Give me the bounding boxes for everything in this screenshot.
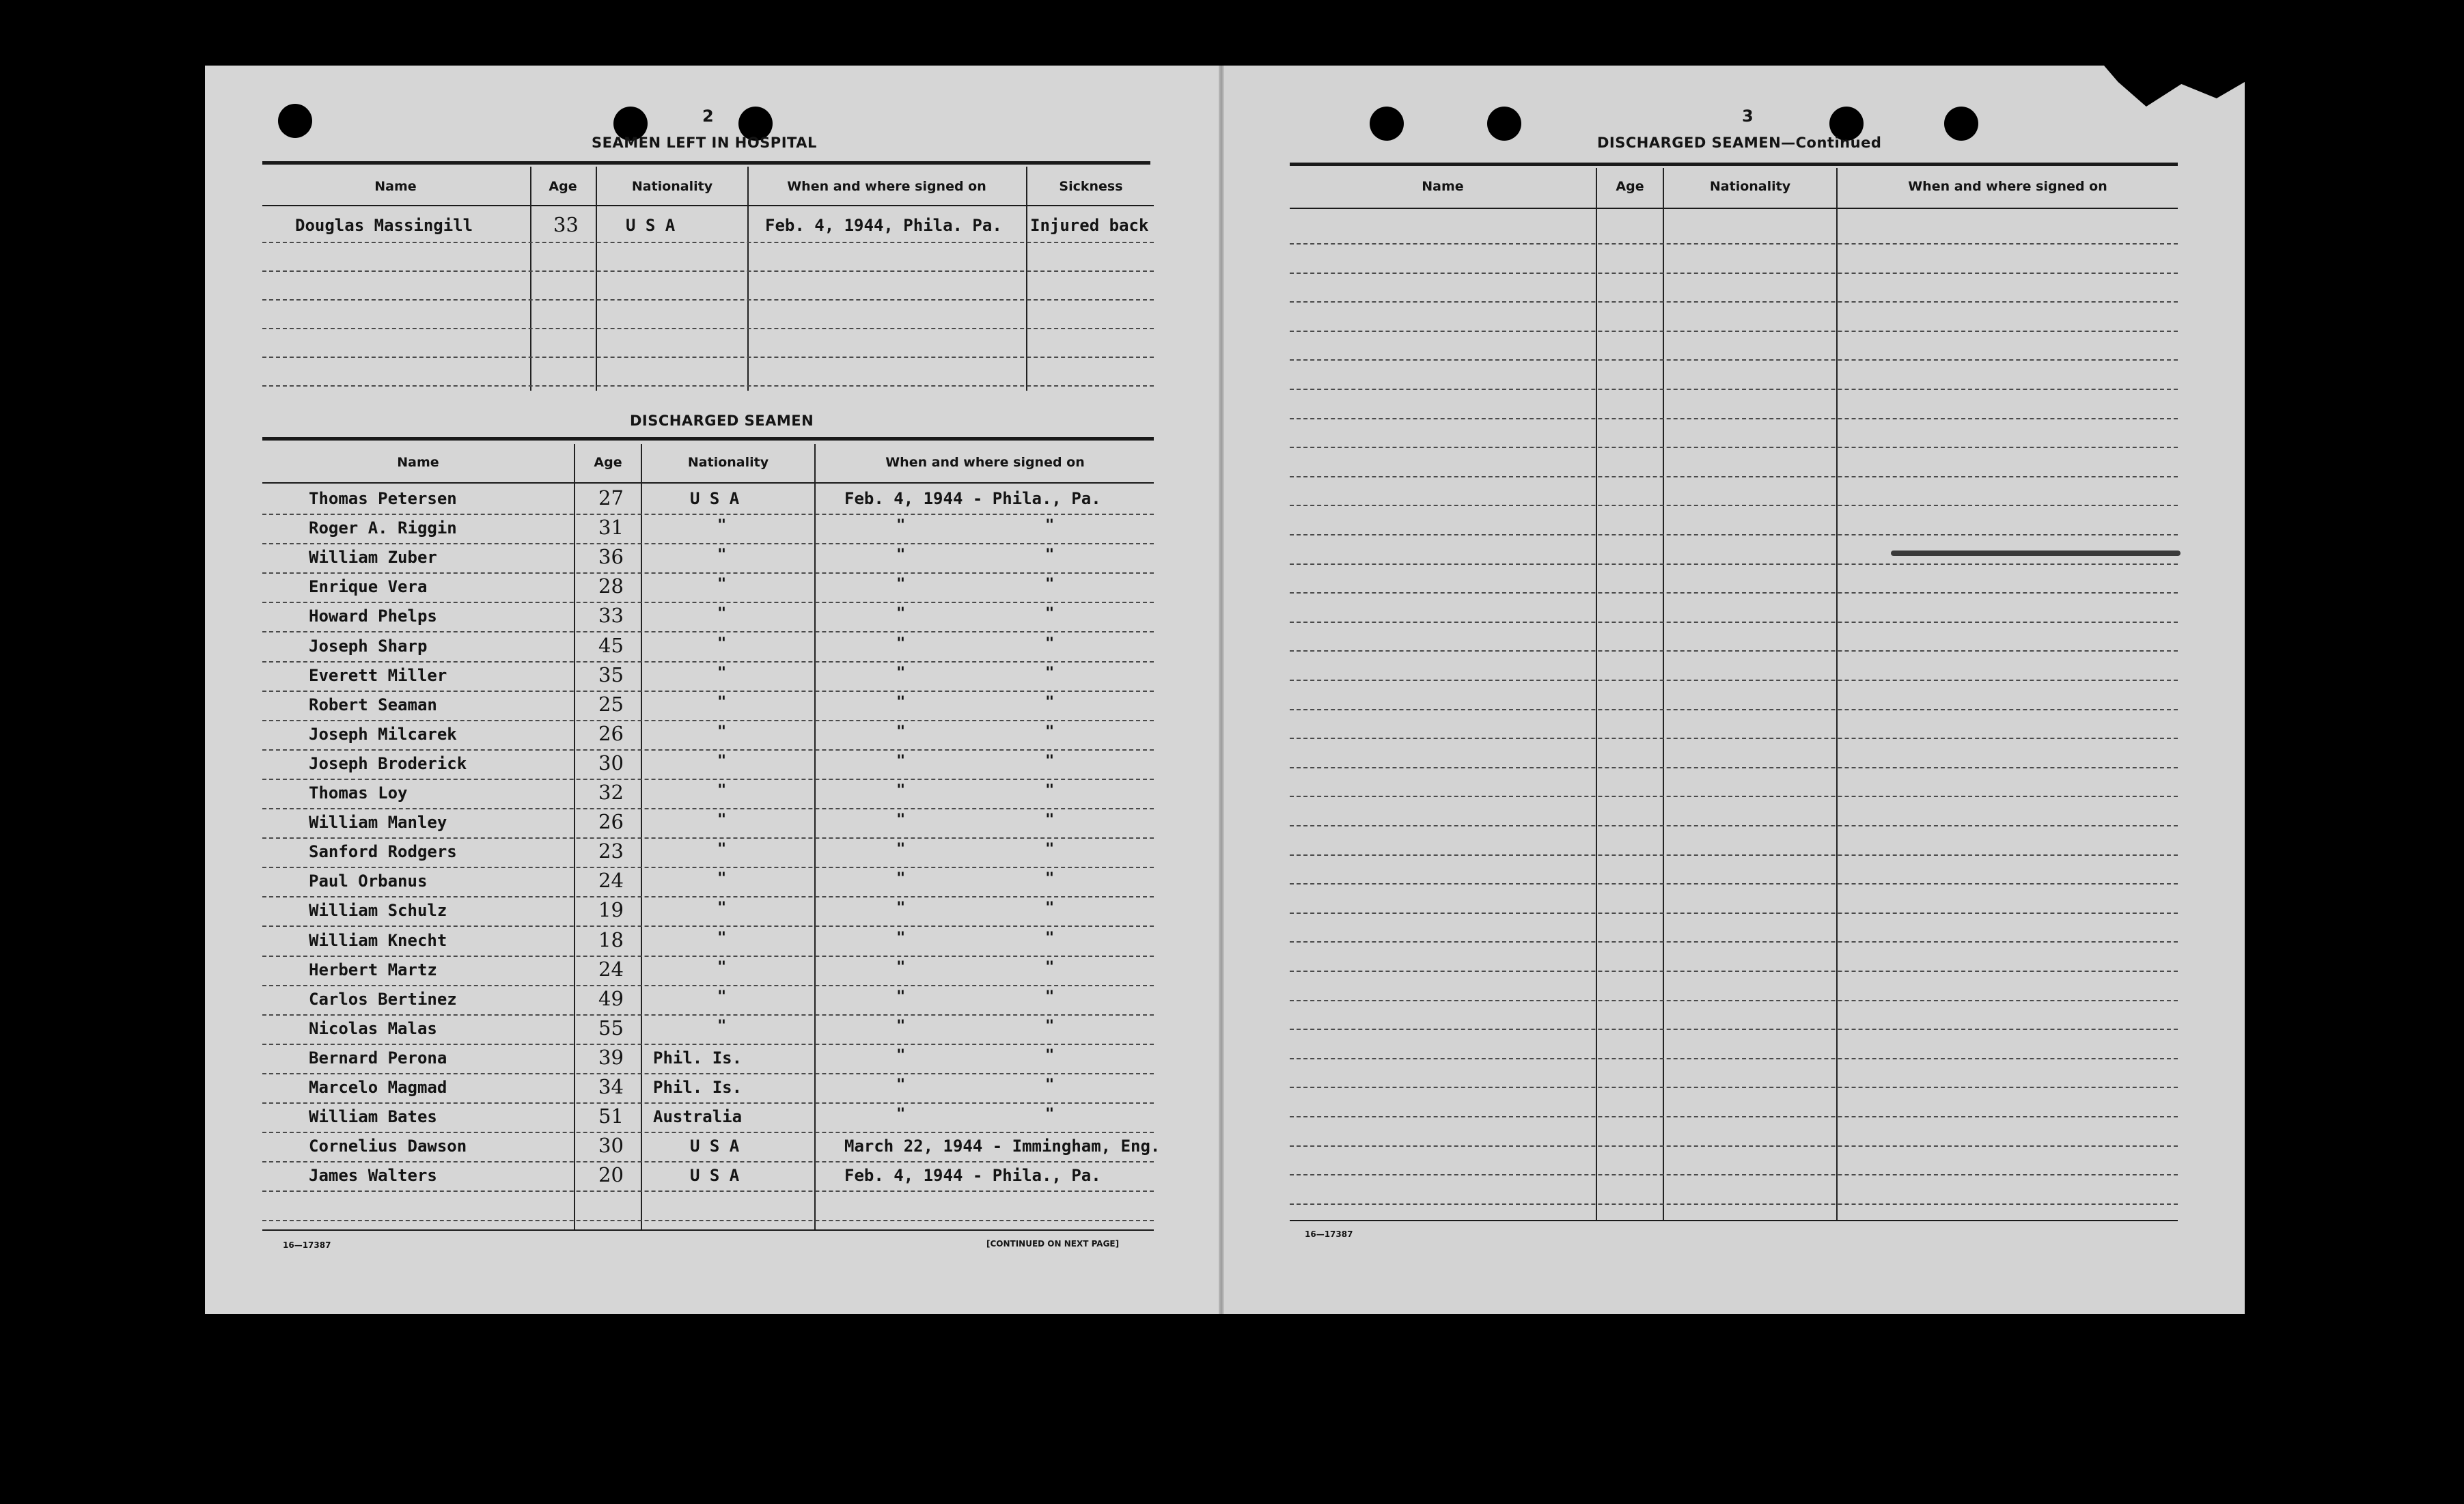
ditto-mark: " bbox=[717, 605, 727, 622]
row-rule bbox=[1290, 243, 2178, 245]
seaman-name: William Bates bbox=[309, 1107, 437, 1126]
ditto-mark: " bbox=[1045, 782, 1055, 799]
seaman-age: 45 bbox=[598, 634, 624, 657]
ditto-mark: " bbox=[717, 517, 727, 534]
seaman-name: Sanford Rodgers bbox=[309, 842, 457, 861]
row-rule bbox=[1290, 1116, 2178, 1117]
col-header-age: Age bbox=[549, 179, 577, 194]
ditto-mark: " bbox=[1045, 1076, 1055, 1094]
col-header-sickness: Sickness bbox=[1059, 179, 1123, 194]
row-rule bbox=[262, 808, 1154, 809]
seaman-name: Thomas Petersen bbox=[309, 489, 457, 508]
row-rule bbox=[1290, 1000, 2178, 1001]
seaman-age: 26 bbox=[598, 810, 624, 833]
row-rule bbox=[1290, 418, 2178, 419]
seaman-name: Joseph Sharp bbox=[309, 637, 428, 656]
row-rule bbox=[1290, 796, 2178, 797]
form-number: 16—17387 bbox=[1305, 1229, 1353, 1239]
seaman-signed-on: Feb. 4, 1944 - Phila., Pa. bbox=[844, 489, 1101, 508]
continued-note: [CONTINUED ON NEXT PAGE] bbox=[986, 1239, 1120, 1249]
seaman-name: Herbert Martz bbox=[309, 960, 437, 979]
row-rule bbox=[1290, 447, 2178, 448]
seaman-name: Joseph Broderick bbox=[309, 754, 467, 773]
bleed-through bbox=[492, 280, 501, 297]
seaman-nationality: U S A bbox=[690, 489, 740, 508]
col-header-age: Age bbox=[594, 455, 622, 470]
seaman-age: 20 bbox=[598, 1163, 624, 1186]
row-rule bbox=[1290, 1203, 2178, 1205]
col-header-signed-on: When and where signed on bbox=[885, 455, 1085, 470]
section-title-hospital: SEAMEN LEFT IN HOSPITAL bbox=[592, 135, 817, 151]
seaman-signed-on: Feb. 4, 1944 - Phila., Pa. bbox=[844, 1166, 1101, 1185]
col-header-signed-on: When and where signed on bbox=[1908, 179, 2107, 194]
seaman-age: 26 bbox=[598, 722, 624, 745]
ditto-mark: " bbox=[896, 605, 906, 622]
ditto-mark: " bbox=[1045, 753, 1055, 770]
row-rule bbox=[262, 514, 1154, 515]
row-rule bbox=[1290, 389, 2178, 390]
seaman-age: 33 bbox=[598, 604, 624, 627]
row-rule bbox=[262, 1132, 1154, 1133]
row-rule bbox=[1290, 825, 2178, 826]
seaman-age: 34 bbox=[598, 1075, 624, 1098]
col-header-name: Name bbox=[1422, 179, 1464, 194]
seaman-age: 24 bbox=[598, 869, 624, 892]
ditto-mark: " bbox=[717, 694, 727, 711]
ditto-mark: " bbox=[1045, 841, 1055, 858]
ditto-mark: " bbox=[1045, 576, 1055, 593]
row-rule bbox=[1290, 854, 2178, 856]
row-rule bbox=[262, 1102, 1154, 1104]
section-title-discharged: DISCHARGED SEAMEN bbox=[630, 413, 814, 429]
ditto-mark: " bbox=[1045, 723, 1055, 740]
ditto-mark: " bbox=[1045, 1018, 1055, 1035]
hospital-nationality: U S A bbox=[626, 216, 676, 235]
ditto-mark: " bbox=[896, 635, 906, 652]
seaman-name: William Manley bbox=[309, 813, 447, 832]
row-rule bbox=[262, 572, 1154, 574]
seaman-name: William Schulz bbox=[309, 901, 447, 920]
seaman-nationality: U S A bbox=[690, 1166, 740, 1185]
seaman-age: 36 bbox=[598, 545, 624, 568]
ditto-mark: " bbox=[1045, 811, 1055, 828]
row-rule bbox=[262, 779, 1154, 780]
seaman-age: 51 bbox=[598, 1104, 624, 1128]
row-rule bbox=[1290, 1058, 2178, 1059]
row-rule bbox=[262, 1044, 1154, 1045]
punch-hole bbox=[1487, 107, 1521, 141]
row-rule bbox=[1290, 883, 2178, 885]
form-number: 16—17387 bbox=[283, 1240, 331, 1250]
seaman-age: 49 bbox=[598, 987, 624, 1010]
ditto-mark: " bbox=[896, 517, 906, 534]
ditto-mark: " bbox=[1045, 605, 1055, 622]
ditto-mark: " bbox=[896, 900, 906, 917]
seaman-nationality: U S A bbox=[690, 1137, 740, 1156]
ditto-mark: " bbox=[1045, 517, 1055, 534]
col-header-name: Name bbox=[374, 179, 417, 194]
seaman-name: Everett Miller bbox=[309, 666, 447, 685]
row-rule bbox=[1290, 592, 2178, 594]
row-rule bbox=[1290, 767, 2178, 768]
seaman-name: Paul Orbanus bbox=[309, 872, 428, 891]
row-rule bbox=[262, 896, 1154, 897]
row-rule bbox=[1290, 563, 2178, 565]
row-rule bbox=[262, 956, 1154, 957]
row-rule bbox=[1290, 680, 2178, 681]
row-rule bbox=[1290, 709, 2178, 710]
row-rule bbox=[262, 299, 1154, 301]
seaman-nationality: Phil. Is. bbox=[653, 1078, 743, 1097]
seaman-age: 27 bbox=[598, 486, 624, 510]
row-rule bbox=[1290, 650, 2178, 652]
seaman-age: 28 bbox=[598, 574, 624, 598]
ditto-mark: " bbox=[896, 811, 906, 828]
ditto-mark: " bbox=[1045, 930, 1055, 947]
table-header-rule bbox=[1290, 208, 2178, 209]
seaman-name: Robert Seaman bbox=[309, 695, 437, 714]
ditto-mark: " bbox=[717, 635, 727, 652]
seaman-name: Thomas Loy bbox=[309, 783, 408, 803]
seaman-age: 31 bbox=[598, 516, 624, 539]
table-bottom-rule bbox=[1290, 1220, 2178, 1221]
page-number: 2 bbox=[702, 107, 714, 126]
row-rule bbox=[1290, 273, 2178, 274]
ditto-mark: " bbox=[896, 959, 906, 976]
ditto-mark: " bbox=[1045, 665, 1055, 682]
ditto-mark: " bbox=[1045, 635, 1055, 652]
page-fold bbox=[1219, 66, 1224, 1314]
seaman-age: 39 bbox=[598, 1046, 624, 1069]
seaman-name: Joseph Milcarek bbox=[309, 725, 457, 744]
seaman-name: Nicolas Malas bbox=[309, 1019, 437, 1038]
ditto-mark: " bbox=[717, 782, 727, 799]
ditto-mark: " bbox=[896, 1018, 906, 1035]
row-rule bbox=[1290, 971, 2178, 972]
seaman-age: 55 bbox=[598, 1016, 624, 1040]
seaman-age: 24 bbox=[598, 958, 624, 981]
table-top-rule bbox=[262, 437, 1154, 441]
table-top-rule bbox=[262, 161, 1150, 165]
seaman-name: Roger A. Riggin bbox=[309, 518, 457, 538]
ditto-mark: " bbox=[717, 900, 727, 917]
row-rule bbox=[262, 270, 1154, 272]
ditto-mark: " bbox=[896, 723, 906, 740]
table-bottom-rule bbox=[262, 1229, 1154, 1231]
seaman-name: James Walters bbox=[309, 1166, 437, 1185]
row-rule bbox=[262, 925, 1154, 927]
ditto-mark: " bbox=[717, 959, 727, 976]
seaman-age: 35 bbox=[598, 663, 624, 686]
seaman-name: Marcelo Magmad bbox=[309, 1078, 447, 1097]
section-title-discharged-continued: DISCHARGED SEAMEN—Continued bbox=[1597, 135, 1882, 151]
ditto-mark: " bbox=[717, 723, 727, 740]
ditto-mark: " bbox=[717, 811, 727, 828]
seaman-age: 18 bbox=[598, 928, 624, 951]
row-rule bbox=[262, 720, 1154, 721]
row-rule bbox=[262, 602, 1154, 603]
seaman-age: 30 bbox=[598, 751, 624, 775]
row-rule bbox=[262, 749, 1154, 751]
seaman-nationality: Australia bbox=[653, 1107, 743, 1126]
seaman-age: 23 bbox=[598, 839, 624, 863]
column-divider bbox=[1663, 168, 1664, 1220]
col-header-signed-on: When and where signed on bbox=[787, 179, 986, 194]
row-rule bbox=[1290, 534, 2178, 535]
seaman-name: William Knecht bbox=[309, 931, 447, 950]
ditto-mark: " bbox=[717, 753, 727, 770]
ditto-mark: " bbox=[896, 753, 906, 770]
col-header-age: Age bbox=[1616, 179, 1644, 194]
ditto-mark: " bbox=[717, 1018, 727, 1035]
row-rule bbox=[1290, 1087, 2178, 1088]
row-rule bbox=[1290, 476, 2178, 477]
ditto-mark: " bbox=[717, 665, 727, 682]
seaman-nationality: Phil. Is. bbox=[653, 1048, 743, 1068]
row-rule bbox=[262, 985, 1154, 986]
ditto-mark: " bbox=[717, 546, 727, 563]
ditto-mark: " bbox=[717, 988, 727, 1005]
ditto-mark: " bbox=[896, 930, 906, 947]
seaman-name: Bernard Perona bbox=[309, 1048, 447, 1068]
row-rule bbox=[262, 1190, 1154, 1192]
seaman-name: Carlos Bertinez bbox=[309, 990, 457, 1009]
row-rule bbox=[1290, 1145, 2178, 1147]
ditto-mark: " bbox=[896, 988, 906, 1005]
seaman-name: Howard Phelps bbox=[309, 607, 437, 626]
seaman-age: 25 bbox=[598, 693, 624, 716]
ditto-mark: " bbox=[896, 546, 906, 563]
seaman-age: 30 bbox=[598, 1134, 624, 1157]
row-rule bbox=[262, 631, 1154, 632]
col-header-nationality: Nationality bbox=[687, 455, 769, 470]
punch-hole bbox=[1370, 107, 1404, 141]
page-number: 3 bbox=[1742, 107, 1754, 126]
ditto-mark: " bbox=[896, 782, 906, 799]
row-rule bbox=[262, 837, 1154, 839]
row-rule bbox=[262, 543, 1154, 544]
row-rule bbox=[1290, 359, 2178, 361]
ditto-mark: " bbox=[1045, 1047, 1055, 1064]
row-rule bbox=[262, 661, 1154, 663]
ditto-mark: " bbox=[896, 1106, 906, 1123]
punch-hole bbox=[1944, 107, 1978, 141]
row-rule bbox=[1290, 738, 2178, 739]
row-rule bbox=[1290, 622, 2178, 623]
row-rule bbox=[262, 1220, 1154, 1221]
seaman-age: 32 bbox=[598, 781, 624, 804]
hospital-age: 33 bbox=[553, 213, 579, 236]
seaman-name: Enrique Vera bbox=[309, 577, 428, 596]
row-rule bbox=[262, 1014, 1154, 1016]
left-page bbox=[205, 66, 1221, 1314]
row-rule bbox=[262, 385, 1154, 387]
strike-mark bbox=[1891, 551, 2181, 556]
table-header-rule bbox=[262, 205, 1154, 206]
ditto-mark: " bbox=[896, 870, 906, 887]
ditto-mark: " bbox=[1045, 959, 1055, 976]
row-rule bbox=[262, 357, 1154, 358]
row-rule bbox=[1290, 1174, 2178, 1175]
row-rule bbox=[262, 1161, 1154, 1162]
hospital-signed-on: Feb. 4, 1944, Phila. Pa. bbox=[765, 216, 1002, 235]
col-header-nationality: Nationality bbox=[631, 179, 713, 194]
ditto-mark: " bbox=[896, 1047, 906, 1064]
ditto-mark: " bbox=[717, 576, 727, 593]
column-divider bbox=[1836, 168, 1838, 1220]
hospital-name: Douglas Massingill bbox=[295, 216, 473, 235]
col-header-name: Name bbox=[397, 455, 439, 470]
ditto-mark: " bbox=[717, 841, 727, 858]
ditto-mark: " bbox=[896, 576, 906, 593]
row-rule bbox=[262, 691, 1154, 692]
ditto-mark: " bbox=[717, 930, 727, 947]
ditto-mark: " bbox=[1045, 694, 1055, 711]
row-rule bbox=[262, 328, 1154, 329]
ditto-mark: " bbox=[1045, 900, 1055, 917]
ditto-mark: " bbox=[896, 1076, 906, 1094]
ditto-mark: " bbox=[1045, 988, 1055, 1005]
punch-hole bbox=[278, 104, 312, 138]
table-header-rule bbox=[262, 482, 1154, 484]
row-rule bbox=[1290, 913, 2178, 914]
seaman-name: William Zuber bbox=[309, 548, 437, 567]
row-rule bbox=[1290, 941, 2178, 943]
hospital-sickness: Injured back bbox=[1030, 216, 1149, 235]
ditto-mark: " bbox=[896, 665, 906, 682]
col-header-nationality: Nationality bbox=[1709, 179, 1791, 194]
row-rule bbox=[1290, 301, 2178, 303]
row-rule bbox=[262, 867, 1154, 868]
seaman-age: 19 bbox=[598, 898, 624, 921]
row-rule bbox=[262, 242, 1154, 243]
ditto-mark: " bbox=[896, 694, 906, 711]
ditto-mark: " bbox=[896, 841, 906, 858]
ditto-mark: " bbox=[1045, 1106, 1055, 1123]
row-rule bbox=[1290, 1029, 2178, 1030]
seaman-name: Cornelius Dawson bbox=[309, 1137, 467, 1156]
row-rule bbox=[1290, 505, 2178, 506]
table-top-rule bbox=[1290, 163, 2178, 166]
row-rule bbox=[262, 1073, 1154, 1074]
ditto-mark: " bbox=[1045, 546, 1055, 563]
row-rule bbox=[1290, 331, 2178, 332]
ditto-mark: " bbox=[1045, 870, 1055, 887]
column-divider bbox=[1596, 168, 1597, 1220]
ditto-mark: " bbox=[717, 870, 727, 887]
seaman-signed-on: March 22, 1944 - Immingham, Eng. bbox=[844, 1137, 1161, 1156]
right-page bbox=[1221, 66, 2245, 1314]
